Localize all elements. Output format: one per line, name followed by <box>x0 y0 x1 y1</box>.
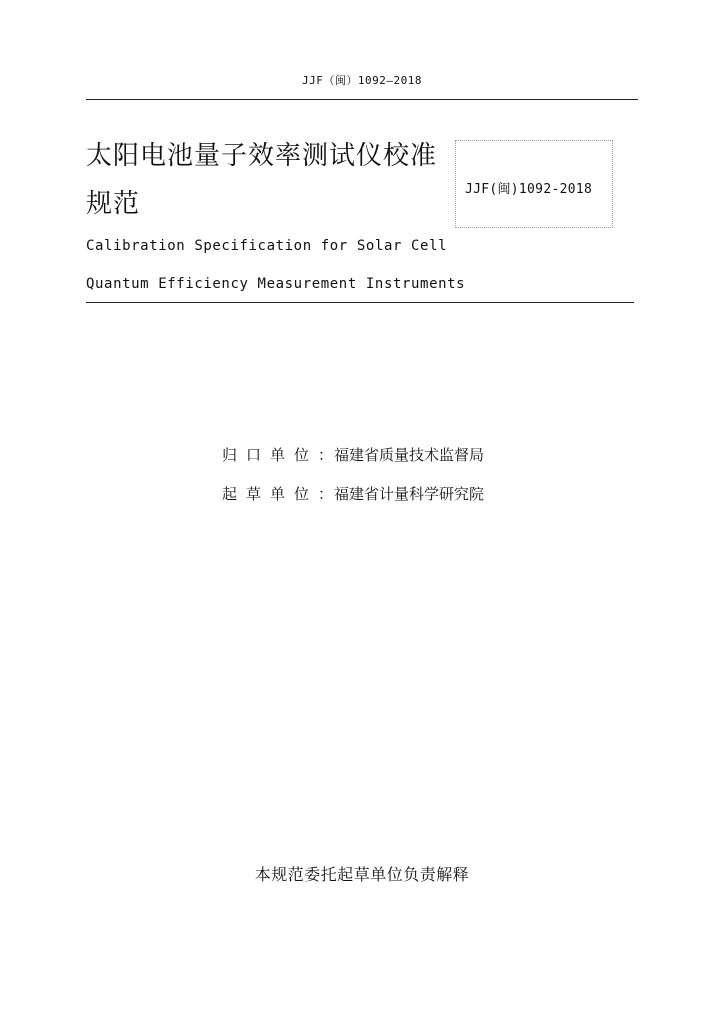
drafting-org-row <box>222 484 484 504</box>
responsible-org-value: 福建省质量技术监督局 <box>334 446 485 464</box>
drafting-org-value: 福建省计量科学研究院 <box>334 485 485 503</box>
standard-code-box-text: JJF(闽)1092-2018 <box>465 182 593 197</box>
title-chinese-line-1: 太阳电池量子效率测试仪校准 <box>86 141 438 171</box>
responsible-org-label: 归口单位 <box>222 446 319 464</box>
title-divider <box>86 302 634 303</box>
responsible-org-separator: ： <box>318 446 334 464</box>
title-english-line-1: Calibration Specification for Solar Cell <box>86 238 448 254</box>
title-chinese-line-2: 规范 <box>86 189 141 219</box>
responsible-org-row <box>222 445 484 465</box>
interpretation-note: 本规范委托起草单位负责解释 <box>254 865 470 884</box>
header-divider <box>86 99 638 100</box>
drafting-org-separator: ： <box>318 485 334 503</box>
drafting-org-label: 起草单位 <box>222 485 319 503</box>
header-standard-code: JJF（闽）1092—2018 <box>302 74 422 87</box>
title-english-line-2: Quantum Efficiency Measurement Instruments <box>86 276 466 292</box>
